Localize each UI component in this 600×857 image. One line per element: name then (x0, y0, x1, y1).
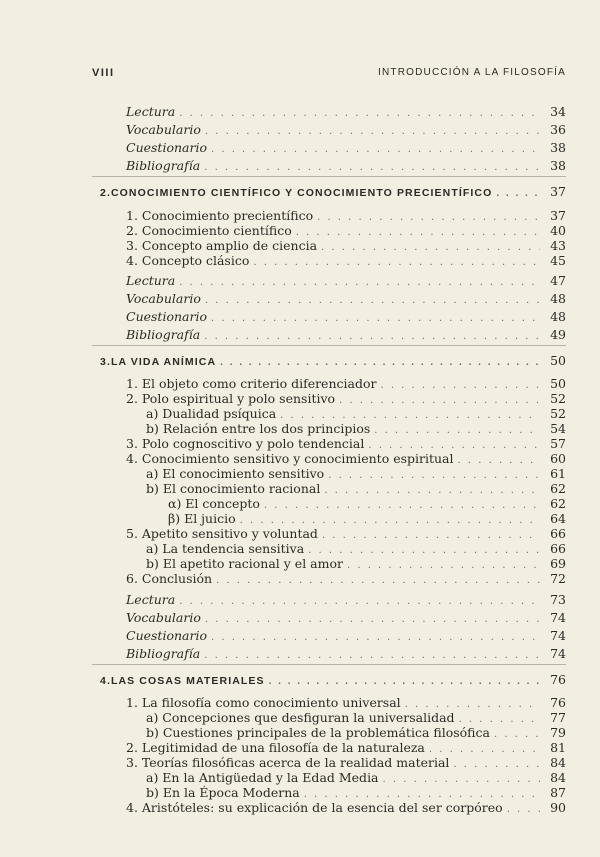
entry-label: Cuestionario (126, 628, 207, 643)
dot-leader (220, 357, 540, 368)
page-ref: 52 (550, 406, 566, 421)
page-ref: 76 (550, 672, 566, 687)
page-ref: 81 (550, 740, 566, 755)
entry-label: Bibliografía (126, 646, 201, 661)
dot-leader (383, 774, 540, 785)
entry-label: 3. Polo cognoscitivo y polo tendencial (126, 436, 365, 451)
dot-leader (347, 560, 540, 571)
page-ref: 74 (550, 628, 566, 643)
chapter-number: 2. (100, 187, 111, 199)
page-ref: 87 (550, 785, 566, 800)
page-ref: 57 (550, 436, 566, 451)
entry-label: 1. La filosofía como conocimiento universal (126, 695, 401, 710)
page-ref: 40 (550, 223, 566, 238)
page-ref: 84 (550, 755, 566, 770)
dot-leader (211, 313, 540, 324)
toc-entry (126, 592, 566, 609)
entry-label: CONOCIMIENTO CIENTÍFICO Y CONOCIMIENTO PRECIENTÍFICO (110, 187, 493, 199)
entry-label: Cuestionario (126, 309, 207, 324)
page-ref: 38 (550, 158, 566, 173)
dot-leader (328, 470, 540, 481)
entry-label: 4. Concepto clásico (126, 253, 250, 268)
dot-leader (368, 440, 540, 451)
chapter-entry (100, 184, 566, 201)
toc-entry (126, 122, 566, 139)
page-ref: 50 (550, 353, 566, 368)
section-divider (92, 664, 566, 665)
dot-leader (380, 380, 540, 391)
toc-entry (126, 610, 566, 627)
page-ref: 36 (550, 122, 566, 137)
entry-label: Bibliografía (126, 327, 201, 342)
dot-leader (253, 257, 540, 268)
entry-label: a) Concepciones que desfiguran la universalidad (146, 710, 455, 725)
entry-label: 6. Conclusión (126, 571, 213, 586)
page-ref: 74 (550, 646, 566, 661)
toc-entry (126, 327, 566, 344)
chapter-number: 4. (100, 675, 111, 687)
page-ref: 61 (550, 466, 566, 481)
page-ref: 37 (550, 184, 566, 199)
toc-entry (126, 291, 566, 308)
entry-label: b) En la Época Moderna (146, 785, 300, 800)
dot-leader (179, 277, 540, 288)
page-ref: 37 (550, 208, 566, 223)
entry-label: 4. Aristóteles: su explicación de la esencia del ser corpóreo (126, 800, 503, 815)
entry-label: b) Cuestiones principales de la problemática filosófica (146, 725, 490, 740)
page-ref: 90 (550, 800, 566, 815)
entry-label: Vocabulario (126, 610, 201, 625)
page-ref: 62 (550, 481, 566, 496)
dot-leader (321, 242, 540, 253)
toc-entry (126, 104, 566, 121)
entry-label: 2. Conocimiento científico (126, 223, 292, 238)
dot-leader (496, 188, 540, 199)
entry-label: b) El conocimiento racional (146, 481, 321, 496)
entry-label: 2. Polo espiritual y polo sensitivo (126, 391, 336, 406)
page-ref: 47 (550, 273, 566, 288)
dot-leader (205, 126, 540, 137)
dot-leader (204, 162, 540, 173)
page-ref: 64 (550, 511, 566, 526)
page-ref: 69 (550, 556, 566, 571)
page-ref: 45 (550, 253, 566, 268)
dot-leader (317, 212, 540, 223)
toc-entry (126, 273, 566, 290)
dot-leader (211, 632, 540, 643)
page-ref: 54 (550, 421, 566, 436)
page-number: VIII (92, 67, 115, 79)
entry-label: b) El apetito racional y el amor (146, 556, 343, 571)
page-ref: 76 (550, 695, 566, 710)
dot-leader (458, 455, 540, 466)
dot-leader (264, 500, 540, 511)
dot-leader (308, 545, 540, 556)
page-ref: 52 (550, 391, 566, 406)
entry-label: Lectura (126, 104, 176, 119)
entry-label: a) Dualidad psíquica (146, 406, 277, 421)
chapter-entry (100, 672, 566, 689)
dot-leader (322, 530, 540, 541)
dot-leader (204, 331, 540, 342)
chapter-number: 3. (100, 356, 111, 368)
page-ref: 34 (550, 104, 566, 119)
page-ref: 62 (550, 496, 566, 511)
entry-label: LA VIDA ANÍMICA (110, 356, 217, 368)
page-ref: 48 (550, 291, 566, 306)
page-ref: 72 (550, 571, 566, 586)
toc-entry (126, 800, 566, 817)
page-ref: 74 (550, 610, 566, 625)
entry-label: Bibliografía (126, 158, 201, 173)
dot-leader (211, 144, 540, 155)
entry-label: 1. Conocimiento precientífico (126, 208, 314, 223)
dot-leader (339, 395, 540, 406)
toc-entry (126, 571, 566, 588)
entry-label: Vocabulario (126, 291, 201, 306)
entry-label: Lectura (126, 273, 176, 288)
toc-entry (126, 140, 566, 157)
entry-label: a) El conocimiento sensitivo (146, 466, 325, 481)
page-ref: 50 (550, 376, 566, 391)
dot-leader (374, 425, 540, 436)
dot-leader (304, 789, 540, 800)
dot-leader (269, 676, 540, 687)
toc-entry (126, 628, 566, 645)
page-ref: 66 (550, 541, 566, 556)
page-ref: 66 (550, 526, 566, 541)
section-divider (92, 176, 566, 177)
page-ref: 49 (550, 327, 566, 342)
dot-leader (429, 744, 540, 755)
entry-label: 4. Conocimiento sensitivo y conocimiento espiritual (126, 451, 454, 466)
toc-entry (126, 309, 566, 326)
toc-entry (126, 253, 566, 270)
toc-entry (126, 158, 566, 175)
chapter-entry (100, 353, 566, 370)
page-ref: 84 (550, 770, 566, 785)
entry-label: 3. Teorías filosóficas acerca de la realidad material (126, 755, 450, 770)
page-ref: 48 (550, 309, 566, 324)
page-ref: 79 (550, 725, 566, 740)
dot-leader (453, 759, 540, 770)
entry-label: a) En la Antigüedad y la Edad Media (146, 770, 379, 785)
entry-label: LAS COSAS MATERIALES (110, 675, 265, 687)
dot-leader (205, 295, 540, 306)
dot-leader (507, 804, 540, 815)
page-ref: 38 (550, 140, 566, 155)
entry-label: b) Relación entre los dos principios (146, 421, 371, 436)
dot-leader (405, 699, 540, 710)
page-ref: 43 (550, 238, 566, 253)
dot-leader (280, 410, 540, 421)
toc-entry (126, 646, 566, 663)
entry-label: β) El juicio (168, 511, 236, 526)
dot-leader (179, 596, 540, 607)
entry-label: Cuestionario (126, 140, 207, 155)
dot-leader (494, 729, 540, 740)
dot-leader (204, 650, 540, 661)
dot-leader (296, 227, 540, 238)
dot-leader (240, 515, 540, 526)
dot-leader (459, 714, 540, 725)
dot-leader (179, 108, 540, 119)
dot-leader (216, 575, 540, 586)
page-ref: 77 (550, 710, 566, 725)
entry-label: 2. Legitimidad de una filosofía de la naturaleza (126, 740, 425, 755)
entry-label: Lectura (126, 592, 176, 607)
dot-leader (205, 614, 540, 625)
entry-label: 1. El objeto como criterio diferenciador (126, 376, 377, 391)
page-ref: 60 (550, 451, 566, 466)
entry-label: 5. Apetito sensitivo y voluntad (126, 526, 318, 541)
section-divider (92, 345, 566, 346)
entry-label: α) El concepto (168, 496, 260, 511)
entry-label: Vocabulario (126, 122, 201, 137)
page-ref: 73 (550, 592, 566, 607)
dot-leader (324, 485, 540, 496)
entry-label: 3. Concepto amplio de ciencia (126, 238, 318, 253)
running-title: INTRODUCCIÓN A LA FILOSOFÍA (378, 67, 566, 78)
entry-label: a) La tendencia sensitiva (146, 541, 305, 556)
